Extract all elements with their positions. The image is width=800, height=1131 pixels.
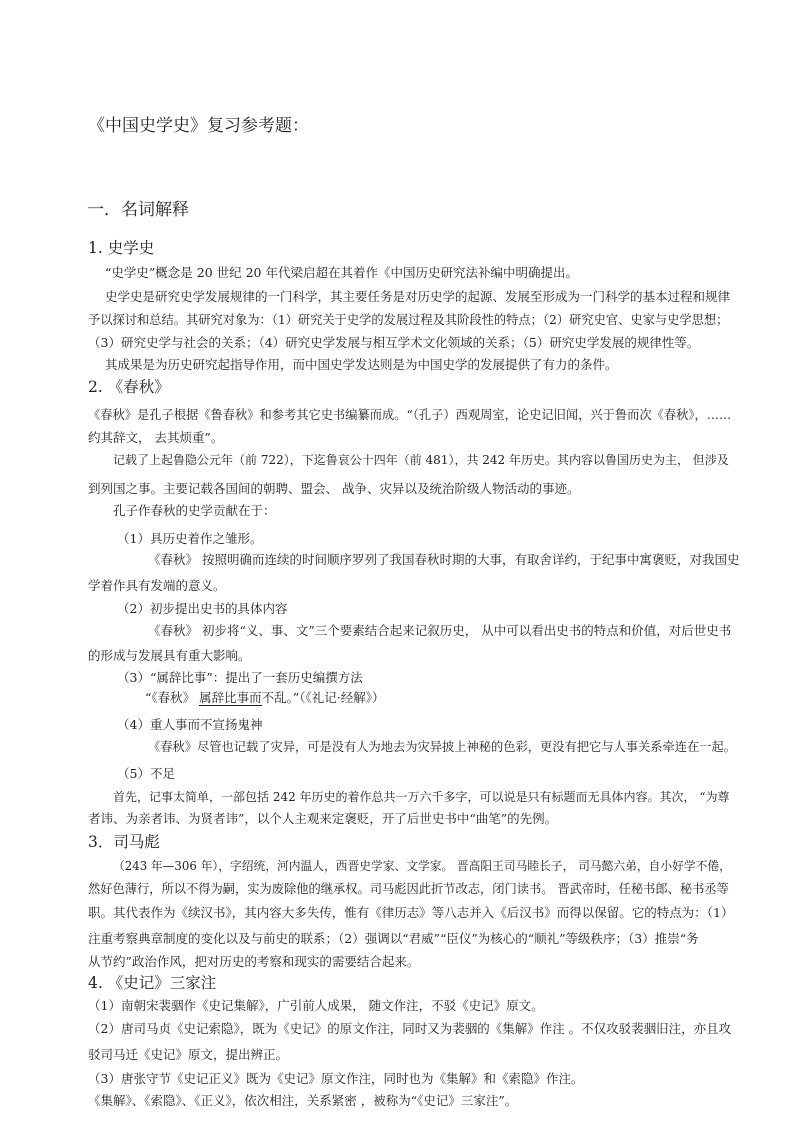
- subpoint-heading: （2）初步提出史书的具体内容: [117, 601, 288, 616]
- quote-prefix: “《春秋》: [145, 690, 200, 705]
- paragraph: 予以探讨和总结。其研究对象为：（1）研究关于史学的发展过程及其阶段性的特点；（2）研究史官、史家与史学思想；: [88, 313, 729, 327]
- paragraph: 职。其代表作为《续汉书》，其内容大多失传，惟有《律历志》等八志并入《后汉书》而得以保留。它的特点为：（1）: [88, 905, 734, 920]
- quote-line: [145, 690, 385, 706]
- paragraph: 到列国之事。主要记载各国间的朝聘、盟会、 战争、灾异以及统治阶级人物活动的事迹。: [88, 481, 580, 496]
- paragraph: 者讳、为亲者讳、为贤者讳”，以个人主观来定褒贬，开了后世史书中“曲笔”的先例。: [88, 811, 558, 826]
- paragraph: 学着作具有发端的意义。: [88, 578, 226, 593]
- term-heading-chunqiu: 2. 《春秋》: [88, 378, 170, 396]
- paragraph: 首先，记事太简单，一部包括 242 年历史的着作总共一万六千多字，可以说是只有标题而无具体内容。其次， “为尊: [113, 790, 730, 804]
- paragraph: 《春秋》尽管也记载了灾异，可是没有人为地去为灾异披上神秘的色彩，更没有把它与人事关系牵连在一起。: [148, 740, 736, 754]
- paragraph: 《春秋》是孔子根据《鲁春秋》和参考其它史书编纂而成。“（孔子）西观周室，论史记旧闻，兴于鲁而次《春秋》，……: [88, 408, 732, 422]
- paragraph: （2）唐司马贞《史记索隐》，既为《史记》的原文作注，同时又为裴骃的《集解》作注 。不仅攻驳裴骃旧注，亦且攻: [88, 1021, 732, 1036]
- term-heading-shixueshi: 1. 史学史: [88, 239, 155, 257]
- subpoint-heading: （3）“属辞比事”：提出了一套历史编撰方法: [117, 670, 363, 685]
- section-heading: 一．名词解释: [87, 200, 189, 220]
- paragraph: 从节约”政治作风，把对历史的考察和现实的需要结合起来。: [88, 954, 420, 969]
- paragraph: 《春秋》 按照明确而连续的时间顺序罗列了我国春秋时期的大事，有取舍详约，于纪事中寓褒贬，对我国史: [148, 552, 740, 567]
- paragraph: 约其辞文， 去其烦重”。: [88, 430, 224, 445]
- paragraph: 孔子作春秋的史学贡献在于：: [113, 503, 276, 518]
- paragraph: 其成果是为历史研究起指导作用，而中国史学发达则是为中国史学的发展提供了有力的条件。: [105, 357, 618, 372]
- term-heading-shiji-sanjiazhu: 4. 《史记》三家注: [88, 974, 217, 992]
- paragraph: 的形成与发展具有重大影响。: [88, 648, 251, 663]
- paragraph: “史学史”概念是 20 世纪 20 年代梁启超在其着作《中国历史研究法补编中明确提出。: [105, 265, 578, 280]
- paragraph: 然好色薄行，所以不得为嗣，实为废除他的继承权。司马彪因此折节改志，闭门读书。 晋武帝时，任秘书郎、秘书丞等: [88, 882, 729, 896]
- subpoint-heading: （4）重人事而不宣扬鬼神: [117, 717, 263, 732]
- paragraph: 史学史是研究史学发展规律的一门科学，其主要任务是对历史学的起源、发展至形成为一门科学的基本过程和规律: [105, 289, 731, 304]
- paragraph: （3）研究史学与社会的关系；（4）研究史学发展与相互学术文化领域的关系；（5）研究史学发展的规律性等。: [88, 335, 700, 350]
- quote-suffix: 不乱。”（《礼记·经解》）: [261, 690, 385, 705]
- paragraph: 《集解》、《索隐》、《正义》，依次相注，关系紧密 ，被称为“《史记》三家注”。: [88, 1093, 518, 1108]
- underlined-phrase: 属辞比事而: [199, 690, 262, 705]
- paragraph: （1）南朝宋裴骃作《史记集解》，广引前人成果， 随文作注，不驳《史记》原文。: [88, 998, 544, 1013]
- paragraph: （243 年—306 年），字绍统，河内温人，西晋史学家、文学家。 晋高阳王司马睦长子， 司马懿六弟，自小好学不倦，: [113, 859, 731, 873]
- paragraph: 注重考察典章制度的变化以及与前史的联系；（2）强调以“君威”“臣仪”为核心的“顺礼”等级秩序；（3）推崇“务: [88, 931, 699, 946]
- subpoint-heading: （5）不足: [117, 766, 175, 781]
- paragraph: 《春秋》 初步将“义、事、文”三个要素结合起来记叙历史， 从中可以看出史书的特点和价值，对后世史书: [148, 623, 732, 638]
- document-title: 《中国史学史》复习参考题：: [88, 116, 309, 136]
- paragraph: （3）唐张守节《史记正义》既为《史记》原文作注，同时也为《集解》和《索隐》作注。: [88, 1071, 584, 1086]
- paragraph: 记载了上起鲁隐公元年（前 722），下迄鲁哀公十四年（前 481），共 242 年历史。其内容以鲁国历史为主， 但涉及: [113, 453, 729, 467]
- paragraph: 驳司马迁《史记》原文，提出辨正。: [88, 1047, 289, 1062]
- term-heading-simabiao: 3．司马彪: [88, 833, 160, 851]
- subpoint-heading: （1）具历史着作之雏形。: [117, 531, 263, 546]
